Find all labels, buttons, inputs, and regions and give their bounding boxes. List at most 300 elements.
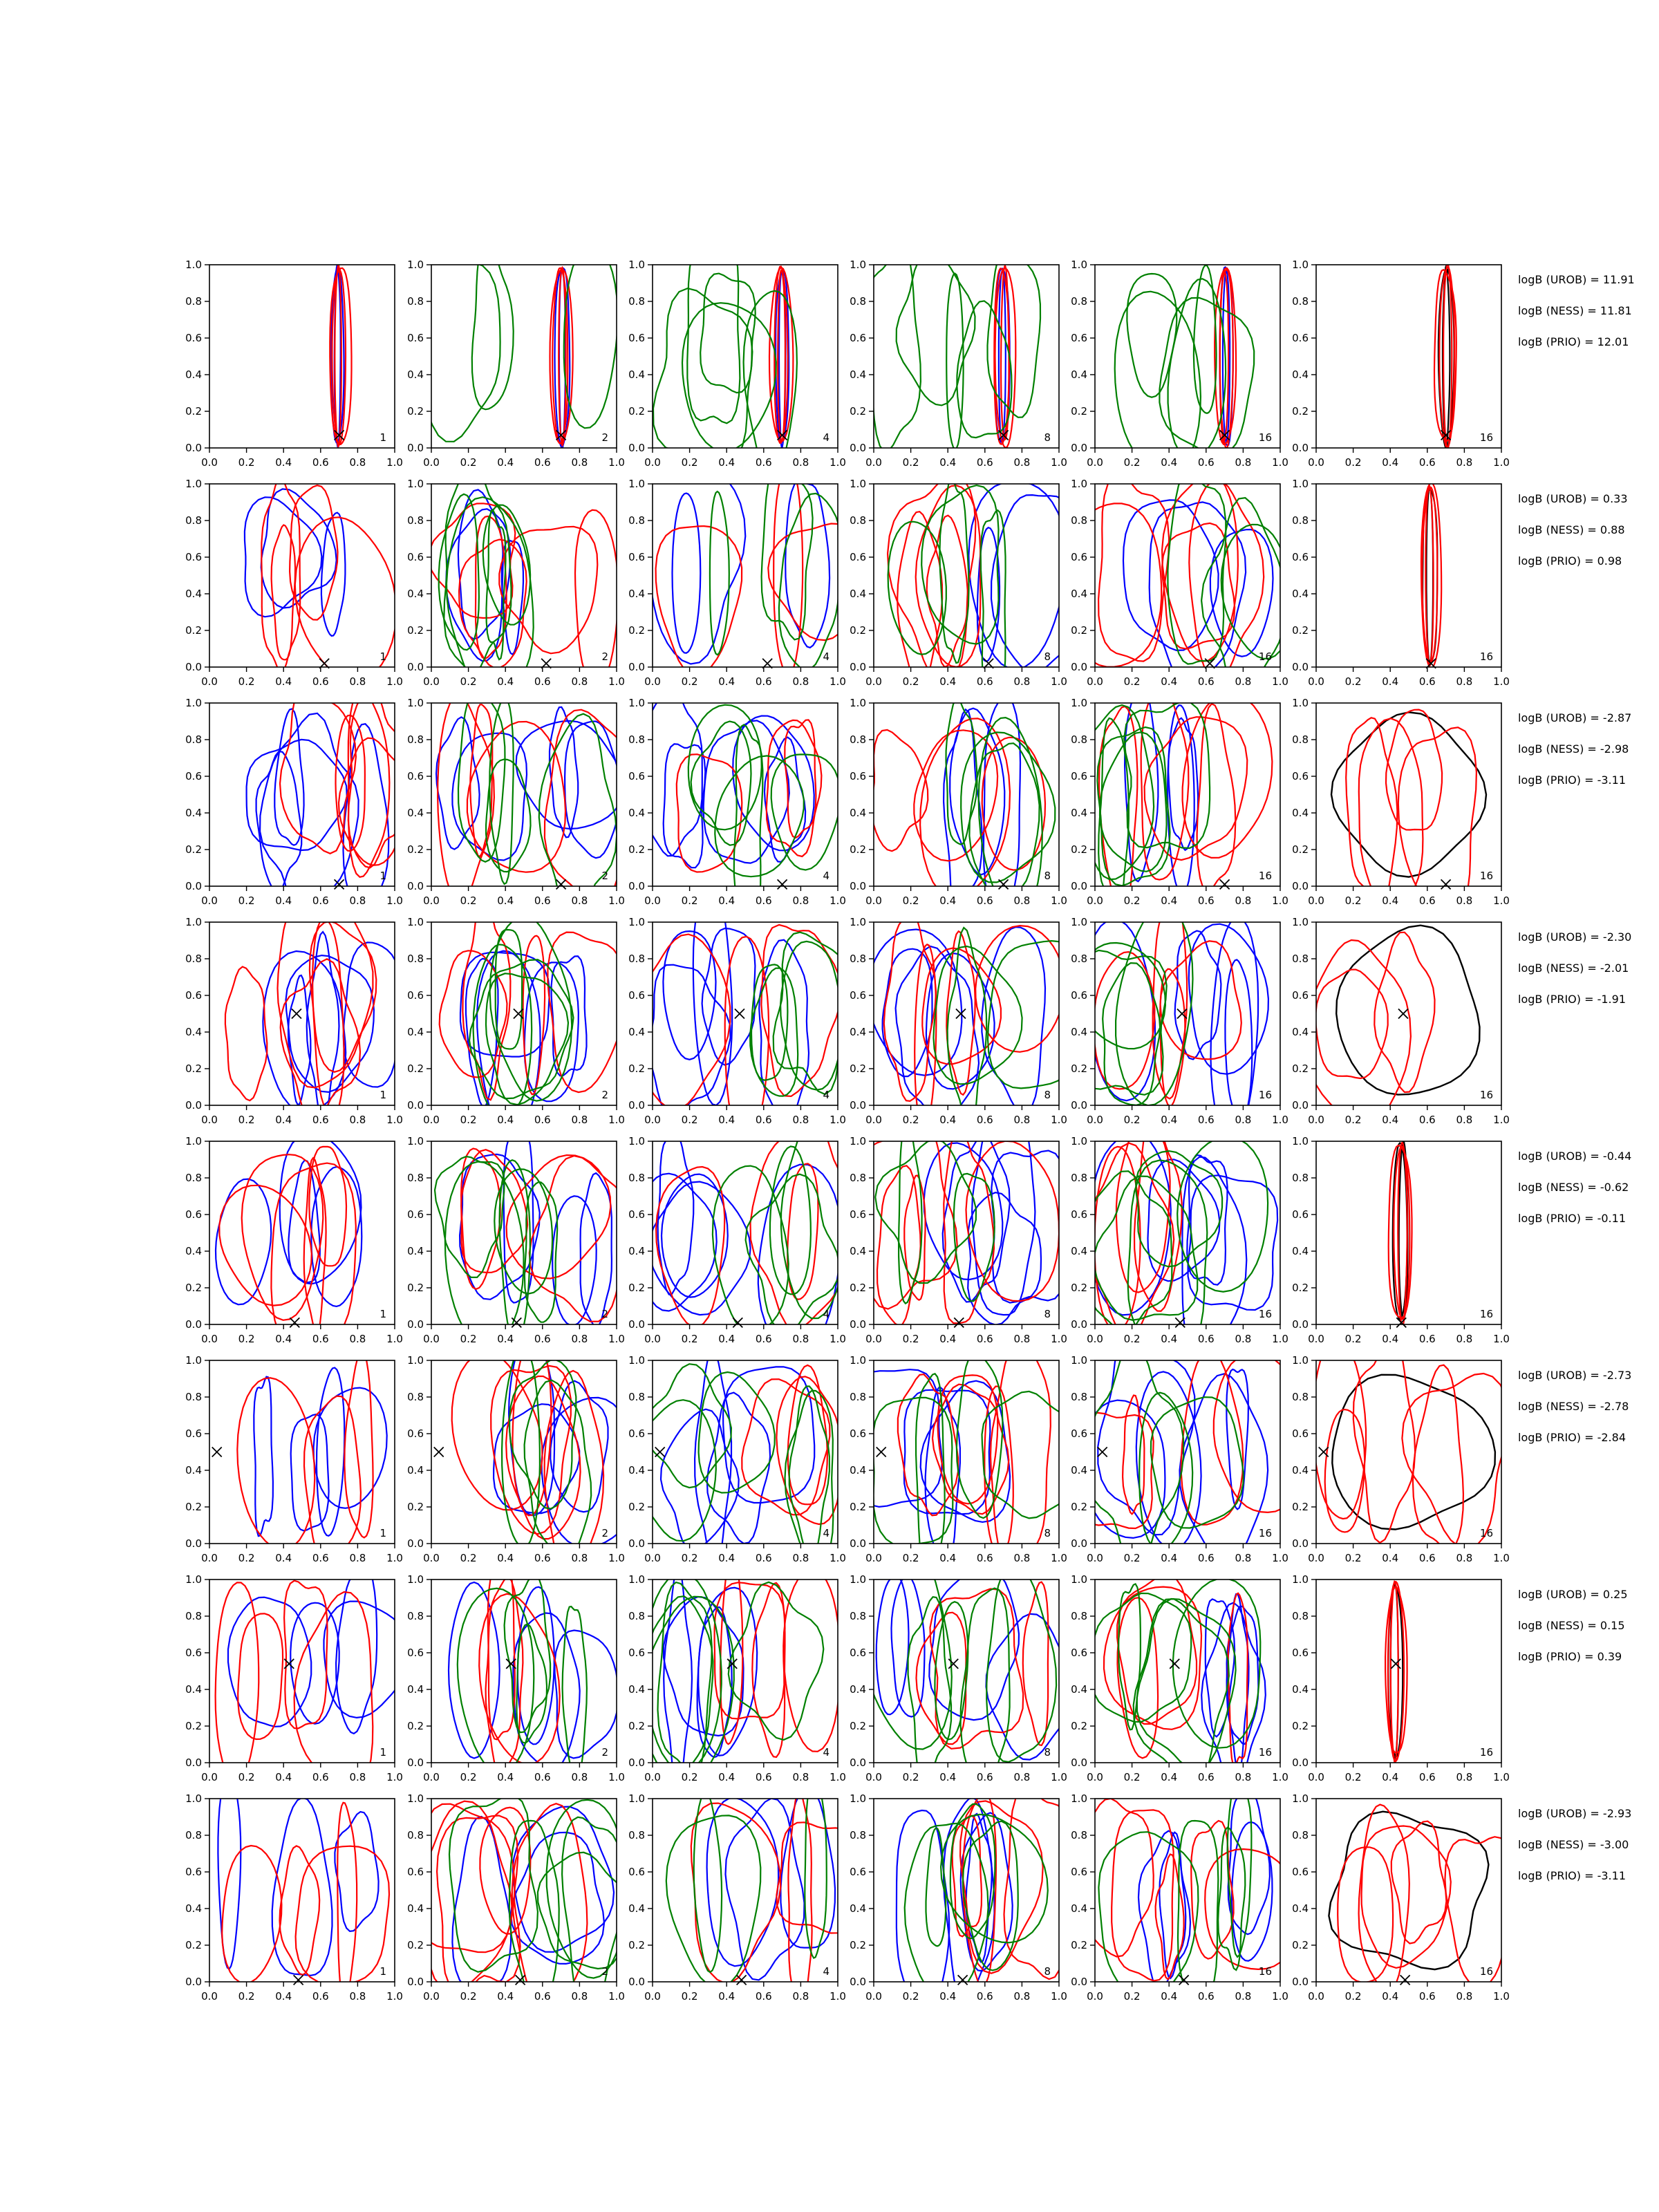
x-tick-label: 1.0: [1272, 1333, 1288, 1345]
red-contour: [783, 1569, 840, 1752]
x-tick-label: 0.6: [1197, 1114, 1215, 1126]
y-tick-label: 0.8: [628, 295, 645, 308]
y-tick-label: 0.8: [850, 733, 866, 746]
blue-contour: [550, 1381, 608, 1512]
x-tick-label: 0.6: [1418, 1771, 1436, 1783]
x-tick-label: 0.6: [534, 894, 551, 907]
x-tick-label: 1.0: [386, 1114, 403, 1126]
x-tick-label: 0.4: [275, 675, 292, 688]
y-tick-label: 0.6: [407, 1208, 424, 1221]
y-tick-label: 0.6: [850, 1866, 866, 1878]
axes-frame: [1316, 484, 1501, 667]
axes-frame: [1095, 484, 1280, 667]
x-tick-label: 0.4: [275, 1114, 292, 1126]
blue-contour: [1225, 959, 1252, 1121]
y-tick-label: 0.6: [1071, 1208, 1087, 1221]
contour-group: [644, 686, 841, 919]
x-tick-label: 1.0: [1272, 1771, 1288, 1783]
contour-group: [1389, 1141, 1412, 1327]
red-contour: [774, 462, 803, 675]
blue-contour: [707, 1798, 779, 1966]
y-tick-label: 1.0: [185, 259, 202, 271]
red-contour: [1023, 1582, 1049, 1745]
green-contour: [682, 303, 776, 451]
contour-group: [897, 1787, 1072, 2022]
x-tick-label: 0.6: [1197, 1552, 1215, 1564]
y-tick-label: 0.0: [185, 442, 202, 454]
x-tick-label: 0.6: [1197, 675, 1215, 688]
y-tick-label: 0.0: [628, 1976, 645, 1988]
x-tick-label: 0.2: [1123, 1552, 1141, 1564]
x-tick-label: 0.6: [1418, 894, 1436, 907]
x-tick-label: 0.0: [1308, 894, 1324, 907]
y-tick-label: 0.0: [1292, 442, 1309, 454]
y-tick-label: 0.6: [850, 1208, 866, 1221]
red-contour: [1004, 1787, 1072, 1979]
x-tick-label: 0.8: [1013, 675, 1031, 688]
x-tick-label: 0.8: [792, 894, 809, 907]
x-tick-label: 0.0: [865, 1114, 882, 1126]
x-tick-label: 0.6: [1197, 894, 1215, 907]
x-tick-label: 0.8: [1235, 1114, 1252, 1126]
red-contour: [982, 738, 1045, 870]
y-tick-label: 0.8: [1071, 1829, 1087, 1841]
y-tick-label: 1.0: [1071, 697, 1087, 709]
y-tick-label: 1.0: [407, 1792, 424, 1805]
red-contour: [348, 687, 406, 868]
y-tick-label: 0.0: [850, 880, 866, 892]
axes-frame: [209, 1580, 395, 1763]
y-tick-label: 0.4: [185, 1902, 202, 1915]
x-tick-label: 0.4: [939, 1552, 957, 1564]
y-tick-label: 0.2: [185, 1062, 202, 1075]
logb-score: logB (PRIO) = 0.39: [1518, 1650, 1622, 1663]
y-tick-label: 0.4: [850, 588, 866, 600]
x-tick-label: 0.6: [755, 1552, 772, 1564]
x-tick-label: 1.0: [830, 1114, 846, 1126]
x-tick-label: 1.0: [608, 1990, 625, 2003]
x-tick-label: 0.2: [1123, 894, 1141, 907]
x-tick-label: 0.4: [1161, 894, 1178, 907]
red-contour: [1434, 270, 1456, 441]
red-contour: [1359, 1805, 1409, 1993]
x-tick-label: 0.6: [534, 675, 551, 688]
y-tick-label: 0.4: [1071, 588, 1087, 600]
y-tick-label: 0.2: [1292, 1062, 1309, 1075]
x-tick-label: 0.8: [571, 1552, 588, 1564]
green-contour: [1086, 1343, 1183, 1567]
red-contour: [462, 893, 510, 1100]
y-tick-label: 0.4: [1292, 1683, 1309, 1696]
y-tick-label: 0.4: [185, 1683, 202, 1696]
x-tick-label: 0.8: [1013, 456, 1031, 469]
y-tick-label: 0.0: [185, 880, 202, 892]
y-tick-label: 0.8: [185, 1172, 202, 1184]
contour-group: [415, 1795, 628, 2016]
x-tick-label: 0.4: [497, 456, 514, 469]
x-tick-label: 0.6: [755, 894, 772, 907]
y-tick-label: 0.8: [407, 1391, 424, 1403]
y-tick-label: 1.0: [407, 1354, 424, 1367]
red-contour: [344, 1351, 373, 1538]
y-tick-label: 0.4: [1071, 1245, 1087, 1257]
x-tick-label: 0.2: [460, 456, 477, 469]
logb-score: logB (PRIO) = -3.11: [1518, 1869, 1626, 1882]
red-contour: [547, 932, 626, 1093]
y-tick-label: 0.2: [850, 405, 866, 418]
marker-x: [212, 1447, 222, 1457]
y-tick-label: 0.2: [407, 843, 424, 856]
count-label: 4: [823, 1965, 830, 1978]
x-tick-label: 1.0: [1493, 1333, 1510, 1345]
x-tick-label: 0.8: [792, 456, 809, 469]
panel-r7-c5: [1071, 1573, 1288, 1788]
x-tick-label: 0.0: [644, 1114, 661, 1126]
contour-group: [452, 1333, 639, 1582]
y-tick-label: 1.0: [407, 1135, 424, 1147]
green-contour: [1228, 1780, 1252, 1957]
x-tick-label: 0.4: [275, 894, 292, 907]
y-tick-label: 0.0: [1071, 1537, 1087, 1550]
x-tick-label: 0.8: [1235, 1333, 1252, 1345]
contour-group: [330, 265, 351, 447]
x-tick-label: 0.4: [718, 894, 735, 907]
x-tick-label: 0.4: [1382, 1333, 1399, 1345]
blue-contour: [256, 751, 302, 892]
y-tick-label: 0.2: [1292, 1282, 1309, 1294]
y-tick-label: 0.0: [628, 1537, 645, 1550]
x-tick-label: 0.6: [534, 1114, 551, 1126]
row-5: [185, 1106, 1631, 1363]
y-tick-label: 0.0: [628, 661, 645, 673]
y-tick-label: 0.0: [407, 1976, 424, 1988]
y-tick-label: 0.2: [628, 1720, 645, 1732]
y-tick-label: 0.4: [185, 1245, 202, 1257]
y-tick-label: 0.2: [850, 1501, 866, 1513]
x-tick-label: 0.2: [681, 1552, 698, 1564]
x-tick-label: 0.4: [497, 1771, 514, 1783]
x-tick-label: 0.0: [201, 1333, 218, 1345]
y-tick-label: 0.6: [628, 1647, 645, 1659]
contour-group: [872, 697, 1055, 928]
x-tick-label: 0.6: [1197, 1333, 1215, 1345]
y-tick-label: 0.0: [1071, 1099, 1087, 1112]
x-tick-label: 0.8: [1013, 1771, 1031, 1783]
red-contour: [480, 1808, 530, 1934]
marker-x: [1400, 1975, 1410, 1985]
y-tick-label: 1.0: [407, 916, 424, 928]
logb-score: logB (UROB) = -2.73: [1518, 1369, 1632, 1382]
y-tick-label: 0.6: [185, 770, 202, 782]
logb-score: logB (UROB) = 11.91: [1518, 273, 1635, 286]
y-tick-label: 0.2: [628, 1939, 645, 1951]
y-tick-label: 0.2: [185, 1720, 202, 1732]
panel-r1-c4: [850, 245, 1067, 469]
y-tick-label: 0.0: [850, 1318, 866, 1331]
x-tick-label: 1.0: [1493, 456, 1510, 469]
x-tick-label: 0.4: [1382, 675, 1399, 688]
contour-group: [406, 238, 617, 449]
x-tick-label: 0.6: [534, 1552, 551, 1564]
count-label: 2: [601, 1308, 608, 1320]
x-tick-label: 0.4: [275, 1333, 292, 1345]
y-tick-label: 0.8: [185, 953, 202, 965]
count-label: 16: [1479, 1527, 1493, 1539]
green-contour: [700, 274, 755, 393]
marker-x: [290, 1318, 299, 1327]
y-tick-label: 0.0: [1071, 1318, 1087, 1331]
y-tick-label: 0.6: [850, 1647, 866, 1659]
red-contour: [1197, 704, 1236, 891]
x-tick-label: 1.0: [1051, 456, 1067, 469]
x-tick-label: 0.6: [312, 894, 329, 907]
y-tick-label: 0.0: [1292, 880, 1309, 892]
contour-group: [1091, 1575, 1266, 1788]
red-contour: [225, 967, 267, 1101]
y-tick-label: 0.4: [1071, 1026, 1087, 1038]
logb-score: logB (NESS) = -2.98: [1518, 742, 1629, 756]
panel-r4-c6: [1292, 916, 1510, 1133]
y-tick-label: 0.8: [185, 1829, 202, 1841]
green-contour: [774, 932, 850, 1094]
y-tick-label: 0.2: [628, 1282, 645, 1294]
y-tick-label: 0.4: [1292, 588, 1309, 600]
x-tick-label: 0.0: [644, 1552, 661, 1564]
x-tick-label: 0.8: [1456, 456, 1473, 469]
x-tick-label: 0.0: [1308, 456, 1324, 469]
x-tick-label: 0.2: [460, 1771, 477, 1783]
y-tick-label: 1.0: [1071, 1792, 1087, 1805]
red-contour: [1134, 1118, 1182, 1311]
contour-group: [1079, 1325, 1307, 1567]
x-tick-label: 0.8: [1456, 894, 1473, 907]
logb-score: logB (UROB) = -0.44: [1518, 1150, 1632, 1163]
y-tick-label: 0.2: [1292, 1939, 1309, 1951]
axes-frame: [209, 265, 395, 448]
x-tick-label: 0.4: [1161, 1990, 1178, 2003]
x-tick-label: 0.4: [1382, 456, 1399, 469]
red-contour: [280, 1846, 320, 1975]
y-tick-label: 0.0: [1292, 1318, 1309, 1331]
x-tick-label: 0.4: [939, 1333, 957, 1345]
x-tick-label: 0.2: [902, 456, 919, 469]
x-tick-label: 0.2: [460, 894, 477, 907]
y-tick-label: 0.6: [628, 1866, 645, 1878]
axes-frame: [431, 265, 617, 448]
x-tick-label: 0.0: [201, 675, 218, 688]
blue-contour: [290, 1603, 339, 1724]
y-tick-label: 0.2: [1292, 1501, 1309, 1513]
contour-group: [847, 1340, 1076, 1569]
y-tick-label: 0.6: [1292, 989, 1309, 1002]
logb-score: logB (PRIO) = -3.11: [1518, 774, 1626, 787]
x-tick-label: 0.0: [644, 1990, 661, 2003]
blue-contour: [673, 494, 701, 653]
y-tick-label: 1.0: [628, 1135, 645, 1147]
x-tick-label: 0.0: [201, 456, 218, 469]
axes-frame: [653, 703, 838, 886]
y-tick-label: 0.8: [850, 1172, 866, 1184]
contour-group: [1306, 926, 1480, 1133]
green-contour: [762, 459, 813, 640]
marker-x: [733, 1318, 742, 1327]
contour-group: [1434, 264, 1456, 449]
count-label: 4: [823, 431, 830, 444]
x-tick-label: 0.4: [275, 1990, 292, 2003]
logb-score: logB (PRIO) = -2.84: [1518, 1431, 1626, 1444]
x-tick-label: 0.4: [939, 456, 957, 469]
green-contour: [710, 491, 729, 655]
x-tick-label: 1.0: [1493, 1552, 1510, 1564]
x-tick-label: 0.8: [792, 1114, 809, 1126]
y-tick-label: 0.6: [628, 332, 645, 344]
count-label: 8: [1044, 1746, 1051, 1759]
count-label: 1: [379, 870, 386, 882]
y-tick-label: 0.0: [185, 1537, 202, 1550]
x-tick-label: 0.4: [497, 1552, 514, 1564]
x-tick-label: 0.6: [755, 1990, 772, 2003]
y-tick-label: 0.8: [407, 1172, 424, 1184]
panel-r7-c1: [185, 1566, 409, 1798]
green-contour: [458, 688, 505, 862]
marker-x: [294, 1975, 303, 1985]
x-tick-label: 0.0: [865, 1333, 882, 1345]
y-tick-label: 1.0: [850, 1573, 866, 1586]
y-tick-label: 1.0: [850, 478, 866, 490]
x-tick-label: 1.0: [608, 1552, 625, 1564]
x-tick-label: 1.0: [1272, 1552, 1288, 1564]
x-tick-label: 0.8: [1456, 1771, 1473, 1783]
y-tick-label: 0.8: [1292, 1829, 1309, 1841]
x-tick-label: 0.0: [865, 1552, 882, 1564]
axes-frame: [1095, 265, 1280, 448]
x-tick-label: 0.8: [1013, 1990, 1031, 2003]
count-label: 8: [1044, 1965, 1051, 1978]
count-label: 16: [1258, 1746, 1272, 1759]
count-label: 16: [1258, 1965, 1272, 1978]
y-tick-label: 1.0: [1292, 478, 1309, 490]
x-tick-label: 0.0: [1087, 1990, 1103, 2003]
panel-r6-c2: [407, 1333, 639, 1582]
green-contour: [699, 1372, 775, 1493]
y-tick-label: 0.4: [1292, 807, 1309, 819]
y-tick-label: 0.4: [185, 368, 202, 381]
marker-x: [778, 879, 787, 889]
x-tick-label: 0.0: [201, 1552, 218, 1564]
green-contour: [779, 494, 842, 670]
y-tick-label: 0.4: [185, 588, 202, 600]
y-tick-label: 0.6: [407, 1647, 424, 1659]
panel-r2-c4: [850, 474, 1083, 691]
panel-r8-c4: [850, 1787, 1072, 2022]
y-tick-label: 1.0: [1071, 916, 1087, 928]
y-tick-label: 0.0: [407, 1318, 424, 1331]
contour-group: [429, 463, 618, 697]
y-tick-label: 0.0: [1071, 1976, 1087, 1988]
x-tick-label: 0.6: [1418, 1990, 1436, 2003]
panel-r5-c4: [850, 1109, 1067, 1345]
x-tick-label: 0.0: [865, 1771, 882, 1783]
y-tick-label: 0.6: [628, 1208, 645, 1221]
y-tick-label: 0.4: [628, 1902, 645, 1915]
y-tick-label: 0.2: [850, 1939, 866, 1951]
count-label: 4: [823, 1089, 830, 1101]
contour-group: [1331, 710, 1486, 921]
y-tick-label: 1.0: [628, 1792, 645, 1805]
x-tick-label: 0.4: [497, 1990, 514, 2003]
red-contour: [506, 1376, 581, 1539]
contour-group: [1115, 265, 1255, 474]
x-tick-label: 0.0: [865, 1990, 882, 2003]
y-tick-label: 0.8: [628, 733, 645, 746]
red-contour: [991, 1340, 1051, 1569]
blue-contour: [1182, 1157, 1246, 1363]
blue-contour: [336, 1566, 377, 1734]
x-tick-label: 0.8: [571, 1771, 588, 1783]
contour-group: [225, 896, 402, 1121]
y-tick-label: 0.8: [185, 1610, 202, 1622]
x-tick-label: 0.2: [1344, 1114, 1362, 1126]
panel-r8-c1: [185, 1781, 403, 2005]
y-tick-label: 0.2: [1071, 1720, 1087, 1732]
y-tick-label: 0.0: [628, 1099, 645, 1112]
panel-r8-c3: [628, 1765, 858, 2017]
marker-x: [737, 1975, 747, 1985]
contour-group: [1076, 685, 1273, 927]
axes-frame: [431, 922, 617, 1105]
y-tick-label: 0.4: [850, 1026, 866, 1038]
x-tick-label: 0.0: [1087, 1333, 1103, 1345]
contour-group: [653, 235, 797, 477]
y-tick-label: 0.6: [850, 551, 866, 563]
x-tick-label: 0.4: [497, 894, 514, 907]
x-tick-label: 0.0: [1308, 1333, 1324, 1345]
count-label: 16: [1479, 1965, 1493, 1978]
x-tick-label: 0.8: [349, 1771, 366, 1783]
y-tick-label: 0.0: [850, 1537, 866, 1550]
y-tick-label: 0.8: [185, 514, 202, 527]
x-tick-label: 0.6: [755, 456, 772, 469]
x-tick-label: 0.2: [238, 1114, 255, 1126]
contour-group: [440, 893, 626, 1135]
y-tick-label: 0.8: [850, 514, 866, 527]
y-tick-label: 0.2: [407, 1501, 424, 1513]
x-tick-label: 0.8: [1235, 1771, 1252, 1783]
axes-frame: [1316, 703, 1501, 886]
x-tick-label: 0.0: [1308, 1114, 1324, 1126]
y-tick-label: 0.2: [850, 624, 866, 637]
y-tick-label: 0.0: [185, 1099, 202, 1112]
blue-contour: [982, 927, 1045, 1113]
y-tick-label: 0.2: [407, 1062, 424, 1075]
red-contour: [438, 695, 494, 903]
x-tick-label: 0.8: [1456, 1552, 1473, 1564]
logb-score: logB (PRIO) = -0.11: [1518, 1212, 1626, 1225]
x-tick-label: 0.6: [534, 456, 551, 469]
y-tick-label: 0.4: [407, 807, 424, 819]
x-tick-label: 0.0: [1308, 1990, 1324, 2003]
logb-score: logB (UROB) = 0.25: [1518, 1588, 1628, 1601]
marker-x: [1398, 1009, 1408, 1019]
panel-r1-c1: [185, 259, 403, 469]
x-tick-label: 0.2: [1344, 456, 1362, 469]
x-tick-label: 0.0: [201, 1114, 218, 1126]
marker-x: [948, 1659, 958, 1669]
blue-contour: [664, 744, 706, 868]
y-tick-label: 0.2: [185, 1939, 202, 1951]
y-tick-label: 0.2: [1071, 405, 1087, 418]
x-tick-label: 0.2: [238, 1552, 255, 1564]
